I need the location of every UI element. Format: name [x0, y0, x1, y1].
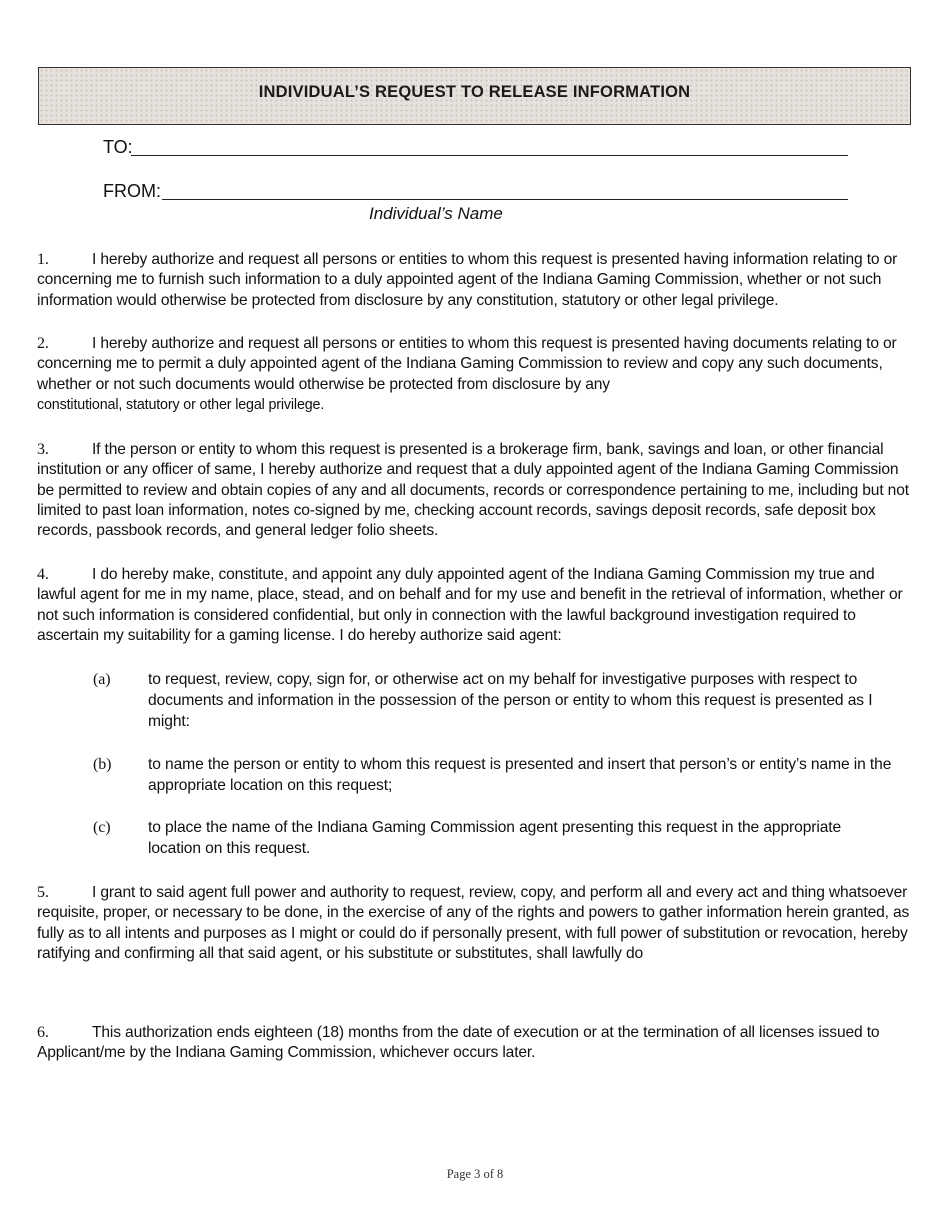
sub-item-c: [93, 818, 893, 860]
sub-item-letter: (a): [93, 671, 111, 688]
sub-item-b: [93, 755, 893, 797]
individual-name-caption: Individual’s Name: [369, 204, 503, 223]
paragraph-text: I grant to said agent full power and authority to request, review, copy, and perform all and every act and thing whatsoever requisite, proper, or necessary to be done, in the exercise of any of the rights and powers to gather information herein granted, as fully as to all intents and purposes as I might or could do if personally present, with full power of substitution or revocation, hereby ratifying and confirming all that said agent, or his substitute or substitutes, shall lawfully do: [37, 884, 910, 962]
paragraph-text: I hereby authorize and request all persons or entities to whom this request is presented having documents relating to or concerning me to permit a duly appointed agent of the Indiana Gaming Commission to review and copy any such documents, whether or not such documents would otherwise be protected from disclosure by any: [37, 335, 897, 393]
paragraph-1: [37, 250, 917, 311]
from-label: FROM:: [103, 181, 161, 201]
paragraph-number: 1.: [37, 251, 49, 268]
sub-item-letter: (b): [93, 756, 112, 773]
paragraph-number: 4.: [37, 566, 49, 583]
to-label: TO:: [103, 137, 133, 157]
to-input-line[interactable]: [131, 155, 848, 156]
paragraph-number: 3.: [37, 441, 49, 458]
sub-item-a: [93, 670, 893, 732]
form-title: INDIVIDUAL’S REQUEST TO RELEASE INFORMATION: [258, 83, 691, 101]
paragraph-text: If the person or entity to whom this request is presented is a brokerage firm, bank, savings and loan, or other financial institution or any officer of same, I hereby authorize and request that a duly appointed agent of the Indiana Gaming Commission be permitted to review and obtain copies of any and all documents, records or correspondence pertaining to me, including but not limited to past loan information, notes co-signed by me, checking account records, savings deposit records, safe deposit box records, passbook records, and general ledger folio sheets.: [37, 441, 909, 540]
from-input-line[interactable]: [162, 199, 848, 200]
paragraph-number: 5.: [37, 884, 49, 901]
form-title-box: [38, 67, 911, 125]
paragraph-text: I do hereby make, constitute, and appoint any duly appointed agent of the Indiana Gaming Commission my true and lawful agent for me in my name, place, stead, and on behalf and for my use and benefit in the retrieval of information, whether or not such information is considered confidential, but only in connection with the lawful background investigation required to ascertain my suitability for a gaming license. I do hereby authorize said agent:: [37, 566, 903, 644]
paragraph-text: This authorization ends eighteen (18) months from the date of execution or at the termination of all licenses issued to Applicant/me by the Indiana Gaming Commission, whichever occurs later.: [37, 1024, 880, 1062]
paragraph-text-tail: constitutional, statutory or other legal privilege.: [37, 396, 325, 413]
sub-item-text: to request, review, copy, sign for, or otherwise act on my behalf for investigative purposes with respect to documents and information in the possession of the person or entity to whom this request is presented as I might:: [148, 671, 873, 730]
page-number: Page 3 of 8: [446, 1167, 504, 1181]
paragraph-number: 6.: [37, 1024, 49, 1041]
paragraph-5: [37, 883, 917, 964]
paragraph-number: 2.: [37, 335, 49, 352]
paragraph-6: [37, 1023, 917, 1064]
paragraph-text: I hereby authorize and request all persons or entities to whom this request is presented having information relating to or concerning me to furnish such information to a duly appointed agent of the Indiana Gaming Commission, whether or not such information would otherwise be protected from disclosure by any constitution, statutory or other legal privilege.: [37, 251, 898, 309]
sub-item-text: to place the name of the Indiana Gaming Commission agent presenting this request in the appropriate location on this request.: [148, 819, 842, 857]
paragraph-2: [37, 334, 917, 415]
paragraph-4: [37, 565, 917, 646]
sub-item-text: to name the person or entity to whom this request is presented and insert that person’s or entity’s name in the appropriate location on this request;: [148, 756, 892, 794]
paragraph-3: [37, 440, 917, 541]
sub-item-letter: (c): [93, 819, 111, 836]
